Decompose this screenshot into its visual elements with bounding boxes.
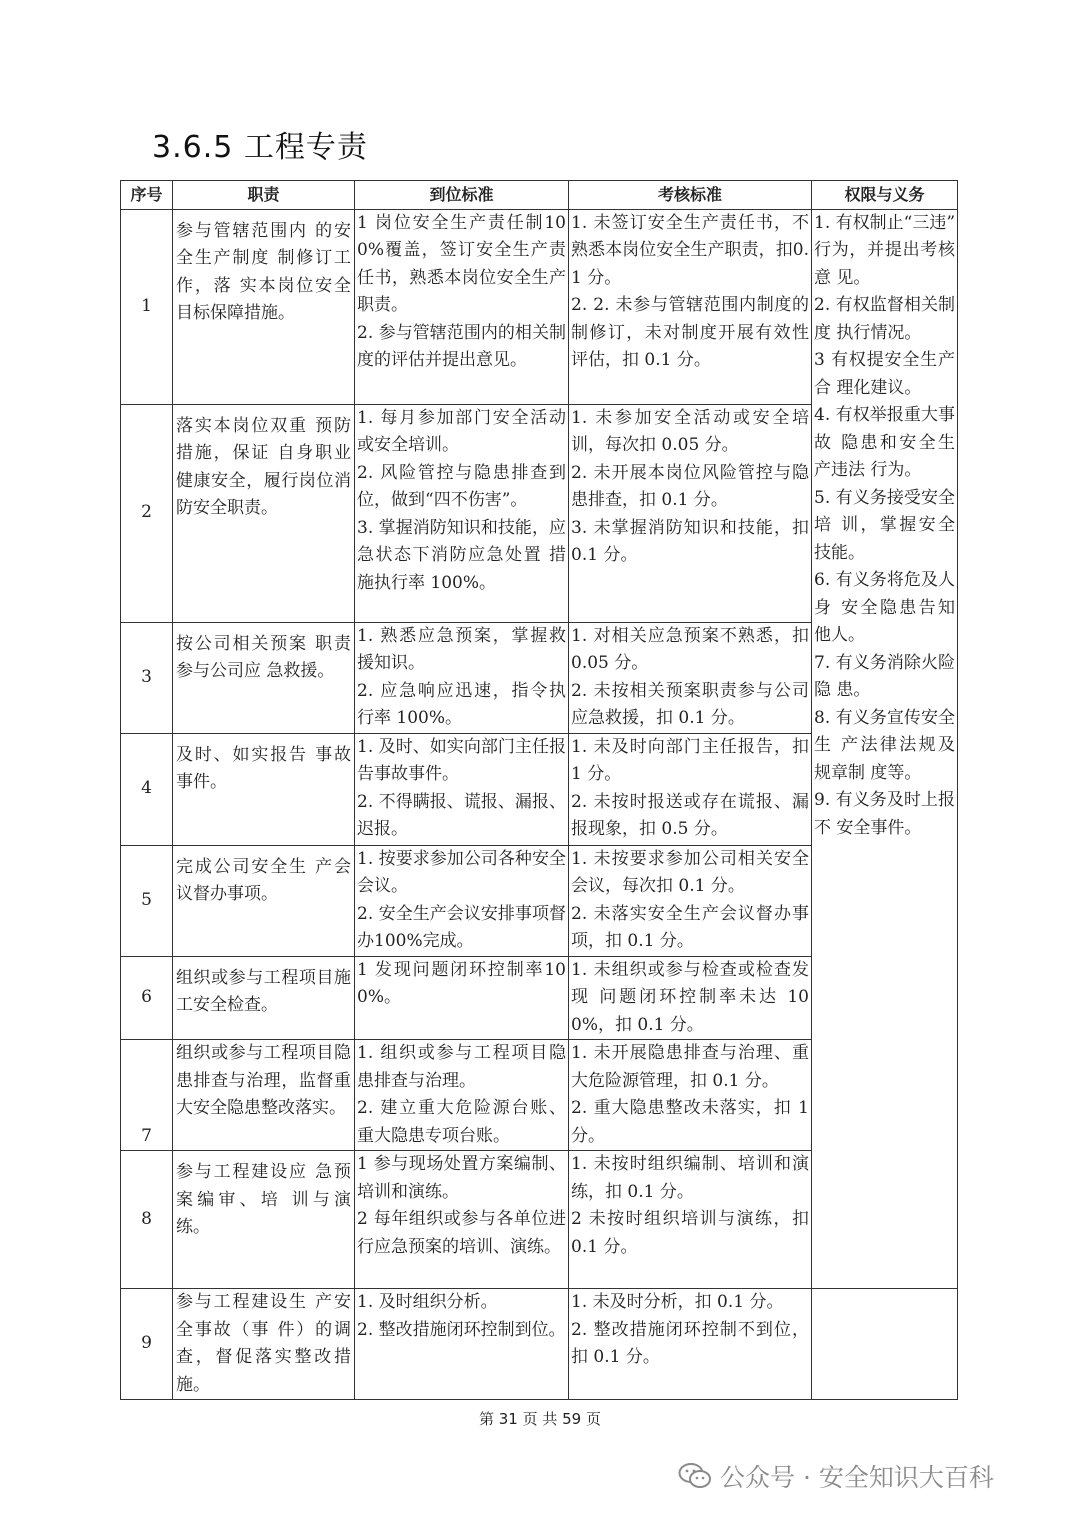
duty-cell: 及时、如实报告 事故事件。	[173, 733, 355, 845]
row-number: 2	[121, 404, 173, 622]
standard-cell: 1 发现问题闭环控制率100%。	[355, 956, 569, 1040]
table-row	[121, 209, 958, 404]
header-assessment: 考核标准	[569, 181, 812, 210]
row-number: 9	[121, 1289, 173, 1400]
row-number: 3	[121, 622, 173, 733]
standard-cell: 1 岗位安全生产责任制100%覆盖，签订安全生产责任书，熟悉本岗位安全生产职责。 2. 参与管辖范围内的相关制度的评估并提出意见。	[355, 209, 569, 404]
duty-cell: 按公司相关预案 职责参与公司应 急救援。	[173, 622, 355, 733]
standard-cell: 1. 组织或参与工程项目隐 患排查与治理。 2. 建立重大危险源台账、 重大隐患专项台账。	[355, 1040, 569, 1151]
row-number: 5	[121, 845, 173, 956]
assessment-cell: 1. 未按要求参加公司相关安全会议，每次扣 0.1 分。 2. 未落实安全生产会议督办事项，扣 0.1 分。	[569, 845, 812, 956]
rights-empty-cell	[812, 1289, 958, 1400]
standard-cell: 1. 按要求参加公司各种安全会议。 2. 安全生产会议安排事项督办100%完成。	[355, 845, 569, 956]
standard-cell: 1 参与现场处置方案编制、培训和演练。 2 每年组织或参与各单位进行应急预案的培训、演练。	[355, 1151, 569, 1289]
section-title: 3.6.5 工程专责	[152, 130, 368, 165]
wechat-icon	[678, 1462, 712, 1490]
rights-item: 7. 有义务消除火险隐 患。	[814, 652, 955, 700]
assessment-cell: 1. 未开展隐患排查与治理、重大危险源管理，扣 0.1 分。 2. 重大隐患整改未落实，扣 1 分。	[569, 1040, 812, 1151]
assessment-cell: 1. 对相关应急预案不熟悉，扣 0.05 分。 2. 未按相关预案职责参与公司应急救援，扣 0.1 分。	[569, 622, 812, 733]
duty-cell: 参与工程建设生 产安全事故（事 件）的调查，督促落实整改措施。	[173, 1289, 355, 1400]
duty-cell: 完成公司安全生 产会议督办事项。	[173, 845, 355, 956]
assessment-cell: 1. 未及时向部门主任报告，扣 1 分。 2. 未按时报送或存在谎报、漏报现象，扣 0.5 分。	[569, 733, 812, 845]
assessment-cell: 1. 未按时组织编制、培训和演练，扣 0.1 分。 2 未按时组织培训与演练，扣 0.1 分。	[569, 1151, 812, 1289]
duty-cell: 组织或参与工程项目施工安全检查。	[173, 956, 355, 1040]
row-number: 4	[121, 733, 173, 845]
assessment-cell: 1. 未及时分析，扣 0.1 分。 2. 整改措施闭环控制不到位，扣 0.1 分。	[569, 1289, 812, 1400]
row-number: 7	[121, 1040, 173, 1151]
rights-item: 4. 有权举报重大事故 隐患和安全生产违法 行为。	[814, 405, 955, 480]
duty-cell: 参与工程建设应 急预案编审、培 训与演练。	[173, 1151, 355, 1289]
table-row	[121, 1289, 958, 1400]
standard-cell: 1. 及时、如实向部门主任报告事故事件。 2. 不得瞒报、谎报、漏报、迟报。	[355, 733, 569, 845]
rights-item: 6. 有义务将危及人身 安全隐患告知他人。	[814, 570, 955, 645]
duty-cell: 参与管辖范围内 的安全生产制度 制修订工作，落 实本岗位安全目标保障措施。	[173, 209, 355, 404]
watermark-text: 公众号 · 安全知识大百科	[720, 1463, 994, 1492]
standard-cell: 1. 熟悉应急预案，掌握救 援知识。 2. 应急响应迅速，指令执 行率 100%。	[355, 622, 569, 733]
duty-cell: 组织或参与工程项目隐患排查与治理，监督重大安全隐患整改落实。	[173, 1040, 355, 1151]
page-footer: 第 31 页 共 59 页	[478, 1410, 601, 1428]
duty-cell: 落实本岗位双重 预防措施，保证 自身职业健康安全，履行岗位消 防安全职责。	[173, 404, 355, 622]
rights-cell	[812, 209, 958, 1289]
standard-cell: 1. 每月参加部门安全活动 或安全培训。 2. 风险管控与隐患排查到位，做到“四不伤害”。 3. 掌握消防知识和技能，应急状态下消防应急处置 措施执行率 100%。	[355, 404, 569, 622]
row-number: 1	[121, 209, 173, 404]
header-duty: 职责	[173, 181, 355, 210]
rights-item: 3 有权提安全生产合 理化建议。	[814, 350, 955, 398]
rights-item: 1. 有权制止“三违” 行为，并提出考核意 见。	[814, 212, 956, 288]
assessment-cell: 1. 未参加安全活动或安全培训，每次扣 0.05 分。 2. 未开展本岗位风险管控与隐患排查，扣 0.1 分。 3. 未掌握消防知识和技能，扣 0.1 分。	[569, 404, 812, 622]
rights-item: 2. 有权监督相关制度 执行情况。	[814, 295, 955, 343]
header-rights: 权限与义务	[812, 181, 958, 210]
rights-item: 9. 有义务及时上报不 安全事件。	[814, 790, 955, 838]
standard-cell: 1. 及时组织分析。 2. 整改措施闭环控制到位。	[355, 1289, 569, 1400]
header-standard: 到位标准	[355, 181, 569, 210]
assessment-cell: 1. 未组织或参与检查或检查发现 问题闭环控制率未达 100%，扣 0.1 分。	[569, 956, 812, 1040]
row-number: 6	[121, 956, 173, 1040]
rights-item: 8. 有义务宣传安全生 产法律法规及规章制 度等。	[814, 707, 955, 783]
rights-item: 5. 有义务接受安全培 训，掌握安全技能。	[814, 487, 955, 563]
assessment-cell: 1. 未签订安全生产责任书，不熟悉本岗位安全生产职责，扣0.1 分。 2. 2. 未参与管辖范围内制度的 制修订，未对制度开展有效性 评估，扣 0.1 分。	[569, 209, 812, 404]
row-number: 8	[121, 1151, 173, 1289]
header-no: 序号	[121, 181, 173, 210]
table-header-row	[121, 181, 958, 210]
watermark	[678, 1456, 994, 1496]
responsibility-table	[120, 180, 958, 1400]
